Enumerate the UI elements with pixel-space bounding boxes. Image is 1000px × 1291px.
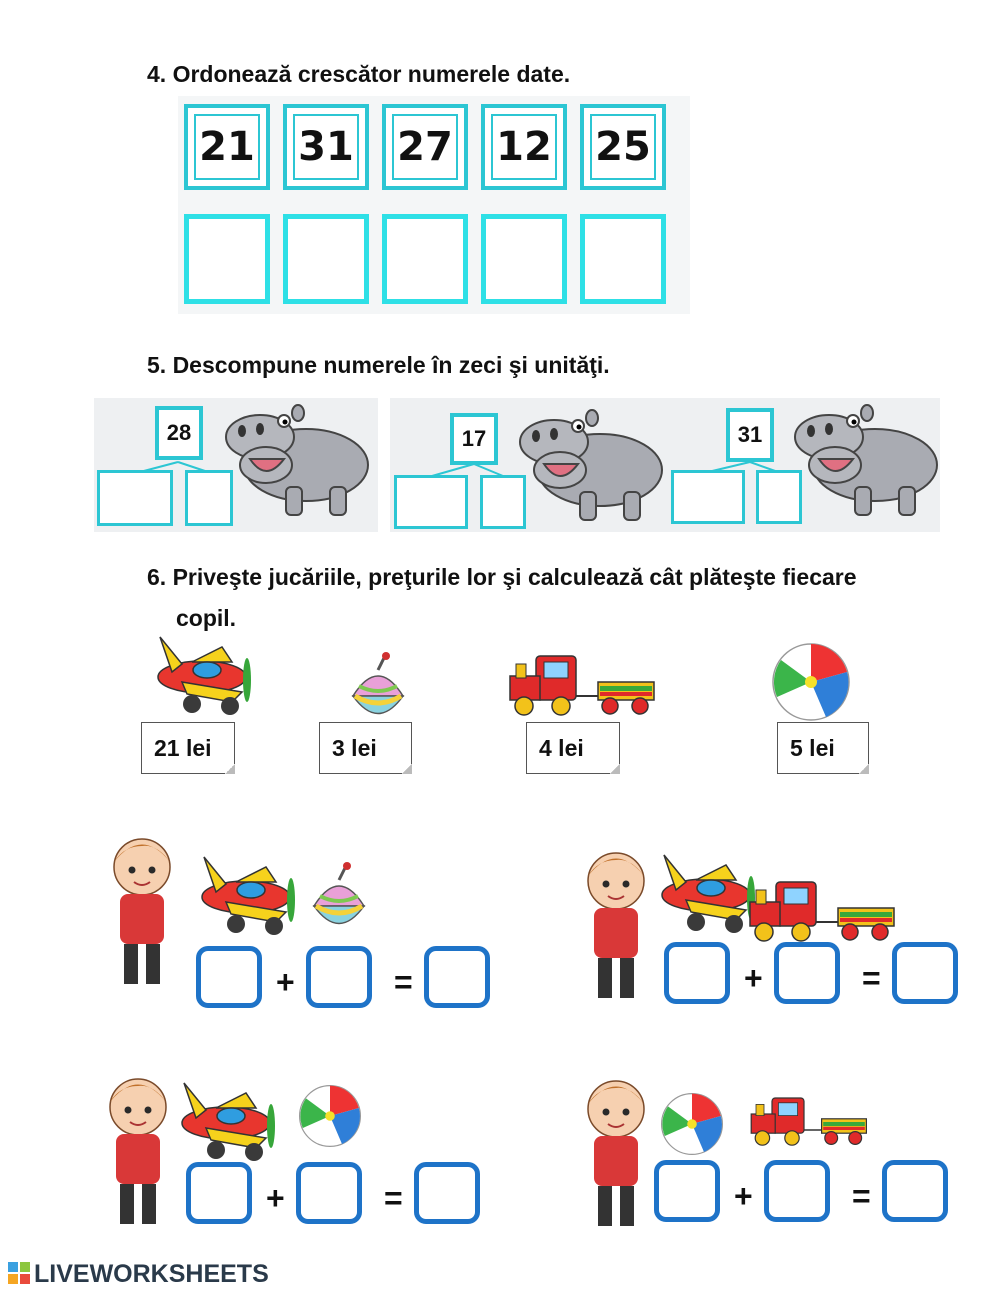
boy-icon (102, 832, 192, 1002)
number-to-decompose: 17 (450, 413, 498, 465)
hippo-icon (795, 407, 945, 519)
equals-sign: = (862, 960, 881, 996)
airplane-icon (196, 852, 296, 942)
equals-sign: = (852, 1178, 871, 1214)
beach-ball-icon (771, 642, 861, 732)
price-answer-box[interactable] (654, 1160, 720, 1222)
hippo-icon (520, 412, 670, 524)
train-icon (748, 1090, 908, 1170)
price-answer-box[interactable] (764, 1160, 830, 1222)
airplane-icon (152, 632, 252, 722)
number-card: 25 (580, 104, 666, 190)
plus-sign: + (734, 1178, 753, 1214)
exercise-4-title: 4. Ordonează crescător numerele date. (147, 61, 571, 87)
number-to-decompose: 28 (155, 406, 203, 460)
plus-sign: + (266, 1180, 285, 1216)
tens-box[interactable] (97, 470, 173, 526)
exercise-6-title-line-2: copil. (176, 605, 237, 631)
tens-box[interactable] (671, 470, 745, 524)
plus-sign: + (276, 964, 295, 1000)
beach-ball-icon (660, 1092, 730, 1162)
number-card: 12 (481, 104, 567, 190)
sum-answer-box[interactable] (424, 946, 490, 1008)
girl-icon (576, 846, 666, 1016)
hippo-icon (226, 407, 376, 519)
exercise-5-title: 5. Descompune numerele în zeci şi unităţi. (147, 352, 610, 378)
price-answer-box[interactable] (186, 1162, 252, 1224)
train-icon (506, 646, 666, 726)
price-tag: 3 lei (319, 722, 412, 774)
price-answer-box[interactable] (664, 942, 730, 1004)
beach-ball-icon (298, 1084, 368, 1154)
airplane-icon (656, 850, 756, 940)
exercise-6-title-line-1: 6. Priveşte jucăriile, preţurile lor şi calculează cât plăteşte fiecare (147, 564, 857, 590)
price-tag: 5 lei (777, 722, 869, 774)
sum-answer-box[interactable] (414, 1162, 480, 1224)
sum-answer-box[interactable] (892, 942, 958, 1004)
equals-sign: = (394, 964, 413, 1000)
girl-icon (98, 1072, 188, 1242)
spinning-top-icon (304, 866, 374, 936)
order-answer-box-2[interactable] (283, 214, 369, 304)
number-card: 21 (184, 104, 270, 190)
order-answer-box-1[interactable] (184, 214, 270, 304)
spinning-top-icon (343, 656, 413, 726)
number-card: 27 (382, 104, 468, 190)
price-tag: 4 lei (526, 722, 620, 774)
number-card: 31 (283, 104, 369, 190)
price-answer-box[interactable] (196, 946, 262, 1008)
sum-answer-box[interactable] (882, 1160, 948, 1222)
order-answer-box-5[interactable] (580, 214, 666, 304)
order-answer-box-3[interactable] (382, 214, 468, 304)
number-to-decompose: 31 (726, 408, 774, 462)
price-answer-box[interactable] (306, 946, 372, 1008)
liveworksheets-logo-icon (8, 1262, 30, 1286)
airplane-icon (176, 1078, 276, 1168)
train-icon (746, 872, 906, 952)
price-answer-box[interactable] (774, 942, 840, 1004)
plus-sign: + (744, 960, 763, 996)
toy-defs (0, 0, 1, 1)
tens-box[interactable] (394, 475, 468, 529)
equals-sign: = (384, 1180, 403, 1216)
boy-icon (576, 1074, 666, 1244)
price-answer-box[interactable] (296, 1162, 362, 1224)
liveworksheets-logo-text: LIVEWORKSHEETS (34, 1260, 269, 1288)
order-answer-box-4[interactable] (481, 214, 567, 304)
price-tag: 21 lei (141, 722, 235, 774)
